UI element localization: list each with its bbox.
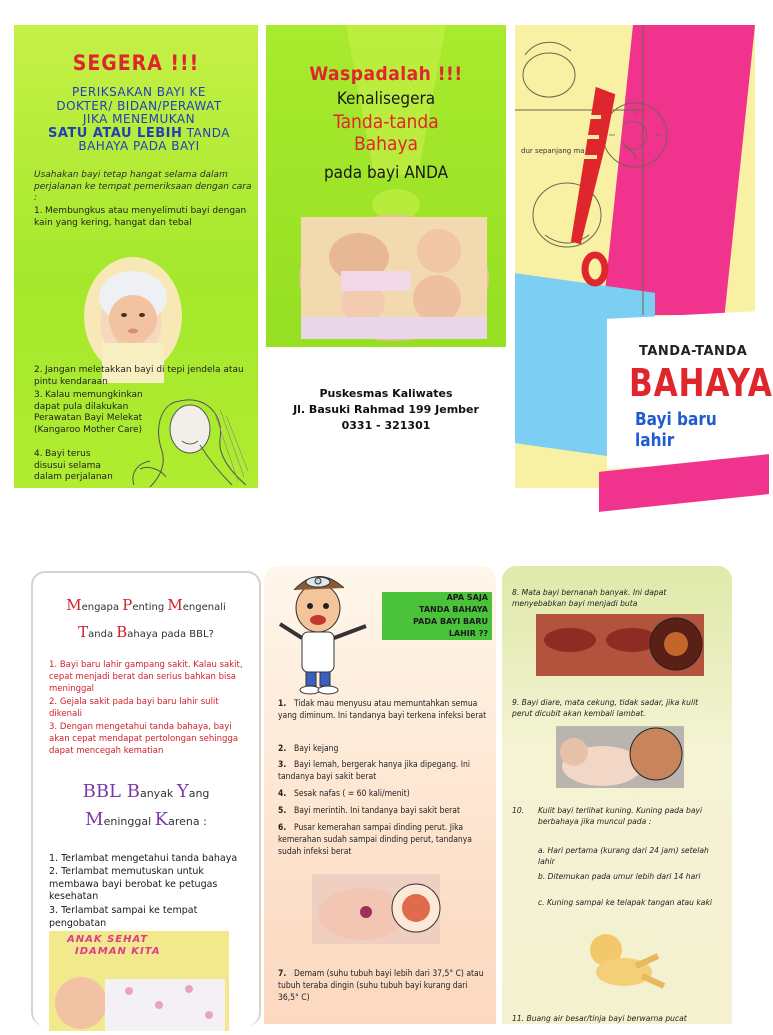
cover-bayi-baru-lahir: Bayi baru lahir <box>635 409 717 451</box>
pada-bayi-text: pada bayi ANDA <box>323 163 449 183</box>
list-item: 5. Bayi merintih. Ini tandanya bayi sakit berat <box>278 806 460 816</box>
cover-tanda: TANDA-TANDA <box>639 344 748 359</box>
list-item: 1. Bayi baru lahir gampang sakit. Kalau sakit, cepat menjadi berat dan serius bahkan bisa meninggal <box>49 660 243 694</box>
question-label: APA SAJA TANDA BAHAYA PADA BAYI BARU LAHIR ?? <box>382 592 492 640</box>
list-item: 2. Terlambat memutuskan untuk membawa bayi berobat ke petugas kesehatan <box>49 866 218 902</box>
diarrhea-photo <box>556 726 684 788</box>
sub-item: c. Kuning sampai ke telapak tangan atau kaki <box>538 898 712 907</box>
mother-sketch <box>120 381 260 491</box>
panel-tanda-bahaya <box>264 566 496 1024</box>
mengapa-heading: Mengapa Penting Mengenali Tanda Bahaya pada BBL? <box>66 596 226 641</box>
intro-line-1: PERIKSAKAN BAYI KE <box>72 85 206 99</box>
list-item: 8. Mata bayi bernanah banyak. Ini dapat menyebabkan bayi menjadi buta <box>512 588 667 608</box>
list-item: 9. Bayi diare, mata cekung, tidak sadar, jika kulit perut dicubit akan kembali lambat. <box>512 698 699 718</box>
baby-photo <box>84 257 182 375</box>
list-item: 7. Demam (suhu tubuh bayi lebih dari 37,5° C) atau tubuh teraba dingin (suhu tubuh bayi kurang dari 36,5° C) <box>278 969 484 1003</box>
clinic-name: Puskesmas Kaliwates <box>319 387 453 400</box>
list-item: 1. Tidak mau menyusu atau memuntahkan semua yang diminum. Ini tandanya bayi terkena infeksi berat <box>278 699 487 721</box>
panel-cover <box>515 25 773 488</box>
list-item: 3. Kalau memungkinkan dapat pula dilakukan Perawatan Bayi Melekat (Kangaroo Mother Care) <box>34 390 143 435</box>
intro-tail: TANDA <box>182 125 230 140</box>
list-item: 1. Terlambat mengetahui tanda bahaya <box>49 853 238 864</box>
address-block <box>266 386 506 434</box>
tanda-bahaya-text: Tanda-tanda Bahaya <box>333 111 439 155</box>
list-item: 2. Jangan meletakkan bayi di tepi jendela atau pintu kendaraan <box>34 365 244 387</box>
eye-photo <box>536 614 704 676</box>
sketch-caption: dur sepanjang ma <box>521 147 585 155</box>
list-item: 3. Dengan mengetahui tanda bahaya, bayi akan cepat mendapat pertolongan sehingga dapat mencegah kematian <box>49 722 239 756</box>
clinic-phone: 0331 - 321301 <box>341 419 431 432</box>
list-item: 3. Terlambat sampai ke tempat pengobatan <box>49 905 198 929</box>
intro-line-2: DOKTER/ BIDAN/PERAWAT <box>56 98 222 113</box>
jaundice-photo <box>572 928 668 994</box>
cover-bahaya: BAHAYA <box>629 361 773 405</box>
bbl-heading: BBL Banyak Yang Meninggal Karena : <box>82 781 210 830</box>
baby-illustration <box>84 257 182 375</box>
segera-heading: SEGERA !!! <box>72 51 200 75</box>
navel-photo <box>312 874 440 944</box>
clinic-street: Jl. Basuki Rahmad 199 Jember <box>293 403 479 416</box>
intro-bold: SATU ATAU LEBIH <box>48 125 183 141</box>
intro-line-5: BAHAYA PADA BAYI <box>78 139 200 153</box>
babies-photo <box>299 215 489 341</box>
panel-tanda-lanjutan <box>502 566 732 1024</box>
intro-line-4 <box>44 127 234 141</box>
waspadalah-heading: Waspadalah !!! <box>309 63 463 85</box>
panel-mengapa <box>31 571 261 1026</box>
doctor-icon <box>274 568 384 698</box>
list-item: 2. Bayi kejang <box>278 744 339 754</box>
sub-item: b. Ditemukan pada umur lebih dari 14 hari <box>538 872 701 881</box>
panel-segera <box>14 25 258 488</box>
list-item: 4. Sesak nafas ( = 60 kali/menit) <box>278 789 410 799</box>
list-item: 2. Gejala sakit pada bayi baru lahir sulit dikenali <box>49 697 219 719</box>
sub-item: a. Hari pertama (kurang dari 24 jam) setelah lahir <box>538 846 709 866</box>
list-item: 10. Kulit bayi terlihat kuning. Kuning pada bayi berbahaya jika muncul pada : <box>512 806 703 826</box>
list-item: 11. Buang air besar/tinja bayi berwarna pucat <box>512 1014 687 1023</box>
crying-babies-sketch <box>515 25 755 325</box>
warm-note: Usahakan bayi tetap hangat selama dalam perjalanan ke tempat pemeriksaan dengan cara : <box>34 170 252 203</box>
list-item: 1. Membungkus atau menyelimuti bayi dengan kain yang kering, hangat dan tebal <box>34 206 247 228</box>
list-item: 6. Pusar kemerahan sampai dinding perut. Jika kemerahan sudah sampai dinding perut, tandanya sudah infeksi berat <box>278 823 472 857</box>
kenali-text: Kenalisegera <box>336 89 436 109</box>
intro-line-3: JIKA MENEMUKAN <box>82 112 196 126</box>
segera-intro <box>44 86 234 154</box>
photo-caption: ANAK SEHAT IDAMAN KITA <box>67 934 161 957</box>
panel-waspadalah <box>266 25 506 347</box>
list-item: 3. Bayi lemah, bergerak hanya jika dipegang. Ini tandanya bayi sakit berat <box>278 760 471 782</box>
list-item: 4. Bayi terus disusui selama dalam perjalanan <box>34 449 113 482</box>
